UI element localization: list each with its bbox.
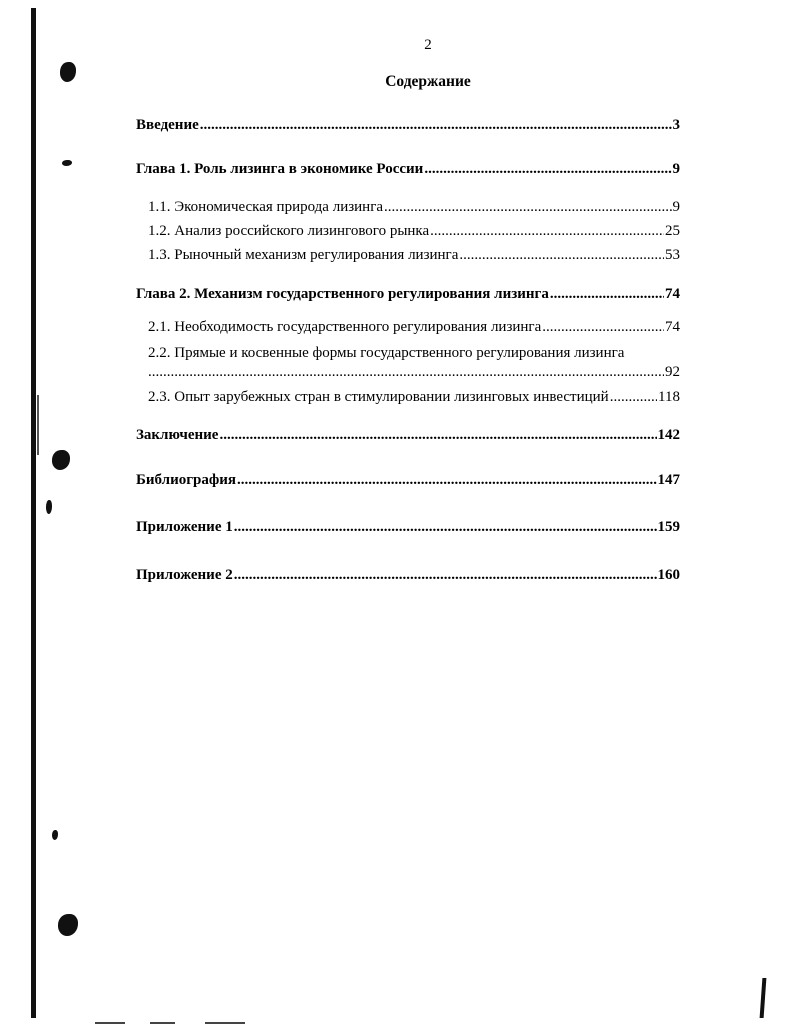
toc-leader (424, 160, 671, 178)
toc-leader (550, 285, 664, 303)
toc-entry-2-2-label: 2.2. Прямые и косвенные формы государственного регулирования лизинга (148, 345, 625, 361)
toc-entry-chapter-1 (136, 160, 680, 178)
scan-edge-mark (37, 395, 39, 455)
toc-entry-2-2 (148, 363, 680, 381)
toc-entry-appendix-2 (136, 566, 680, 584)
toc-page: 142 (657, 427, 680, 443)
toc-leader (234, 518, 657, 536)
toc-page: 25 (665, 223, 680, 239)
scan-blot (46, 500, 52, 514)
scan-blot (62, 160, 72, 166)
toc-page: 9 (672, 199, 680, 215)
toc-page: 74 (665, 319, 680, 335)
toc-label: Библиография (136, 472, 237, 488)
toc-entry-1-2 (148, 222, 680, 240)
toc-leader (459, 246, 664, 264)
toc-label: 1.3. Рыночный механизм регулирования лизинга (148, 247, 459, 263)
toc-entry-appendix-1 (136, 518, 680, 536)
toc-entry-chapter-2 (136, 285, 680, 303)
toc-leader (148, 363, 664, 381)
toc-leader (234, 566, 657, 584)
toc-leader (610, 388, 657, 406)
toc-entry-2-1 (148, 318, 680, 336)
toc-page: 147 (657, 472, 680, 488)
toc-leader (384, 198, 671, 216)
page-number: 2 (424, 37, 432, 53)
scan-edge-bottom (95, 1022, 125, 1024)
scan-edge-bottom (150, 1022, 175, 1024)
toc-label: 2.1. Необходимость государственного регулирования лизинга (148, 319, 542, 335)
scan-blot (52, 830, 58, 840)
page-title: Содержание (385, 73, 471, 90)
toc-entry-1-1 (148, 198, 680, 216)
toc-entry-2-3 (148, 388, 680, 406)
toc-entry-1-3 (148, 246, 680, 264)
toc-page: 74 (665, 286, 680, 302)
scan-edge-bottom (205, 1022, 245, 1024)
scan-blot (52, 450, 70, 470)
toc-entry-conclusion (136, 426, 680, 444)
toc-label: Приложение 1 (136, 519, 233, 535)
toc-page: 9 (672, 161, 680, 177)
toc-page: 53 (665, 247, 680, 263)
toc-leader (237, 471, 656, 489)
toc-label: 2.3. Опыт зарубежных стран в стимулировании лизинговых инвестиций (148, 389, 609, 405)
toc-entry-bibliography (136, 471, 680, 489)
toc-label: Приложение 2 (136, 567, 233, 583)
toc-label: Глава 1. Роль лизинга в экономике России (136, 161, 424, 177)
toc-label: Введение (136, 117, 199, 133)
toc-page: 118 (658, 389, 680, 405)
toc-label: Глава 2. Механизм государственного регулирования лизинга (136, 286, 549, 302)
toc-page: 160 (657, 567, 680, 583)
toc-page: 92 (665, 364, 680, 380)
toc-page: 159 (657, 519, 680, 535)
scan-edge-right (760, 978, 767, 1018)
scan-blot (58, 914, 78, 936)
toc-entry-intro (136, 116, 680, 134)
scan-edge-left (31, 8, 36, 1018)
toc-leader (219, 426, 656, 444)
toc-leader (200, 116, 672, 134)
toc-label: 1.2. Анализ российского лизингового рынка (148, 223, 430, 239)
toc-label: 1.1. Экономическая природа лизинга (148, 199, 384, 215)
toc-page: 3 (672, 117, 680, 133)
toc-leader (542, 318, 664, 336)
toc-label: Заключение (136, 427, 219, 443)
toc-leader (430, 222, 664, 240)
